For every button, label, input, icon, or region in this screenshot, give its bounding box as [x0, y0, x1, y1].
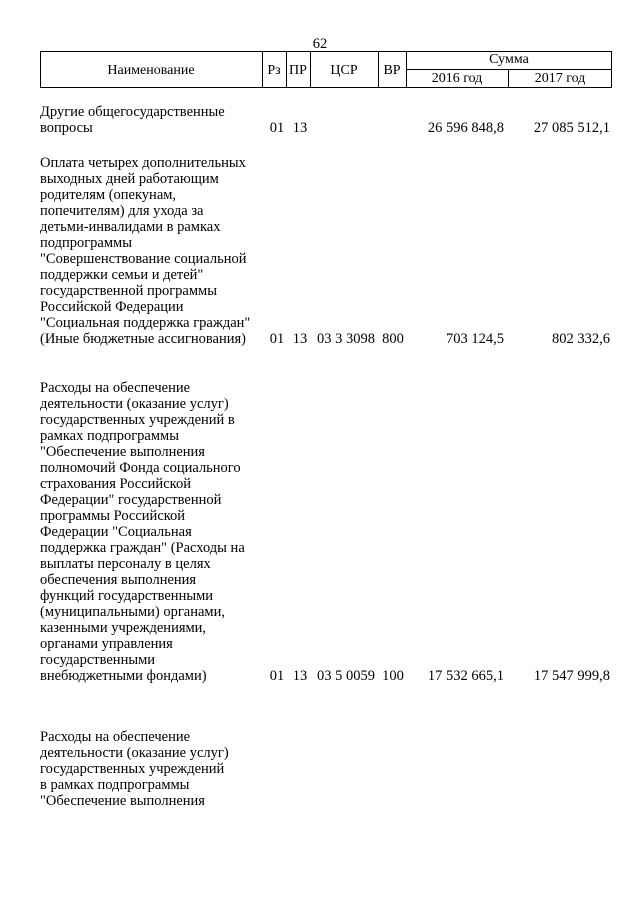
row-vr: 100 [382, 668, 404, 684]
header-csr: ЦСР [330, 63, 358, 78]
header-sum: Сумма [489, 52, 529, 67]
row-sum-2016: 703 124,5 [446, 331, 504, 347]
row-rz: 01 [269, 668, 285, 684]
row-sum-2017: 27 085 512,1 [533, 120, 610, 136]
row-sum-2016: 17 532 665,1 [427, 668, 504, 684]
row-pr: 13 [292, 331, 308, 347]
row-pr: 13 [292, 120, 308, 136]
row-name: Расходы на обеспечение деятельности (оказание услуг) государственных учреждений в рамках подпрограммы "Обеспечение выполнения полномочий Фонда социального страхования Российской Федерации" государственной программы Российской Федерации "Социальная поддержка граждан" (Расходы на выплаты персоналу в целях обеспечения выполнения функций государственными (муниципальными) органами, казенными учреждениями, органами управления государственными внебюджетными фондами) [40, 380, 245, 684]
header-pr: ПР [289, 63, 307, 78]
header-name: Наименование [107, 63, 195, 78]
table-row [40, 104, 612, 138]
header-year-2017: 2017 год [534, 71, 586, 86]
row-vr: 800 [382, 331, 404, 347]
page-number: 62 [312, 36, 328, 52]
row-rz: 01 [269, 331, 285, 347]
row-name: Другие общегосударственные вопросы [40, 104, 225, 136]
row-name: Расходы на обеспечение деятельности (оказание услуг) государственных учреждений в рамках подпрограммы "Обеспечение выполнения [40, 729, 229, 809]
table-row [40, 155, 612, 351]
row-sum-2017: 802 332,6 [552, 331, 610, 347]
table-row [40, 380, 612, 690]
row-rz: 01 [269, 120, 285, 136]
table-header [40, 51, 612, 89]
header-vr: ВР [383, 63, 401, 78]
row-sum-2016: 26 596 848,8 [427, 120, 504, 136]
header-rz: Рз [267, 63, 281, 78]
header-year-2016: 2016 год [431, 71, 483, 86]
table-row [40, 729, 612, 811]
row-pr: 13 [292, 668, 308, 684]
row-name: Оплата четырех дополнительных выходных дней работающим родителям (опекунам, попечителям) для ухода за детьми-инвалидами в рамках подпрограммы "Совершенствование социальной поддержки семьи и детей" государственной программы Российской Федерации "Социальная поддержка граждан" (Иные бюджетные ассигнования) [40, 155, 251, 347]
row-sum-2017: 17 547 999,8 [533, 668, 610, 684]
row-csr: 03 5 0059 [317, 668, 375, 684]
row-csr: 03 3 3098 [317, 331, 375, 347]
